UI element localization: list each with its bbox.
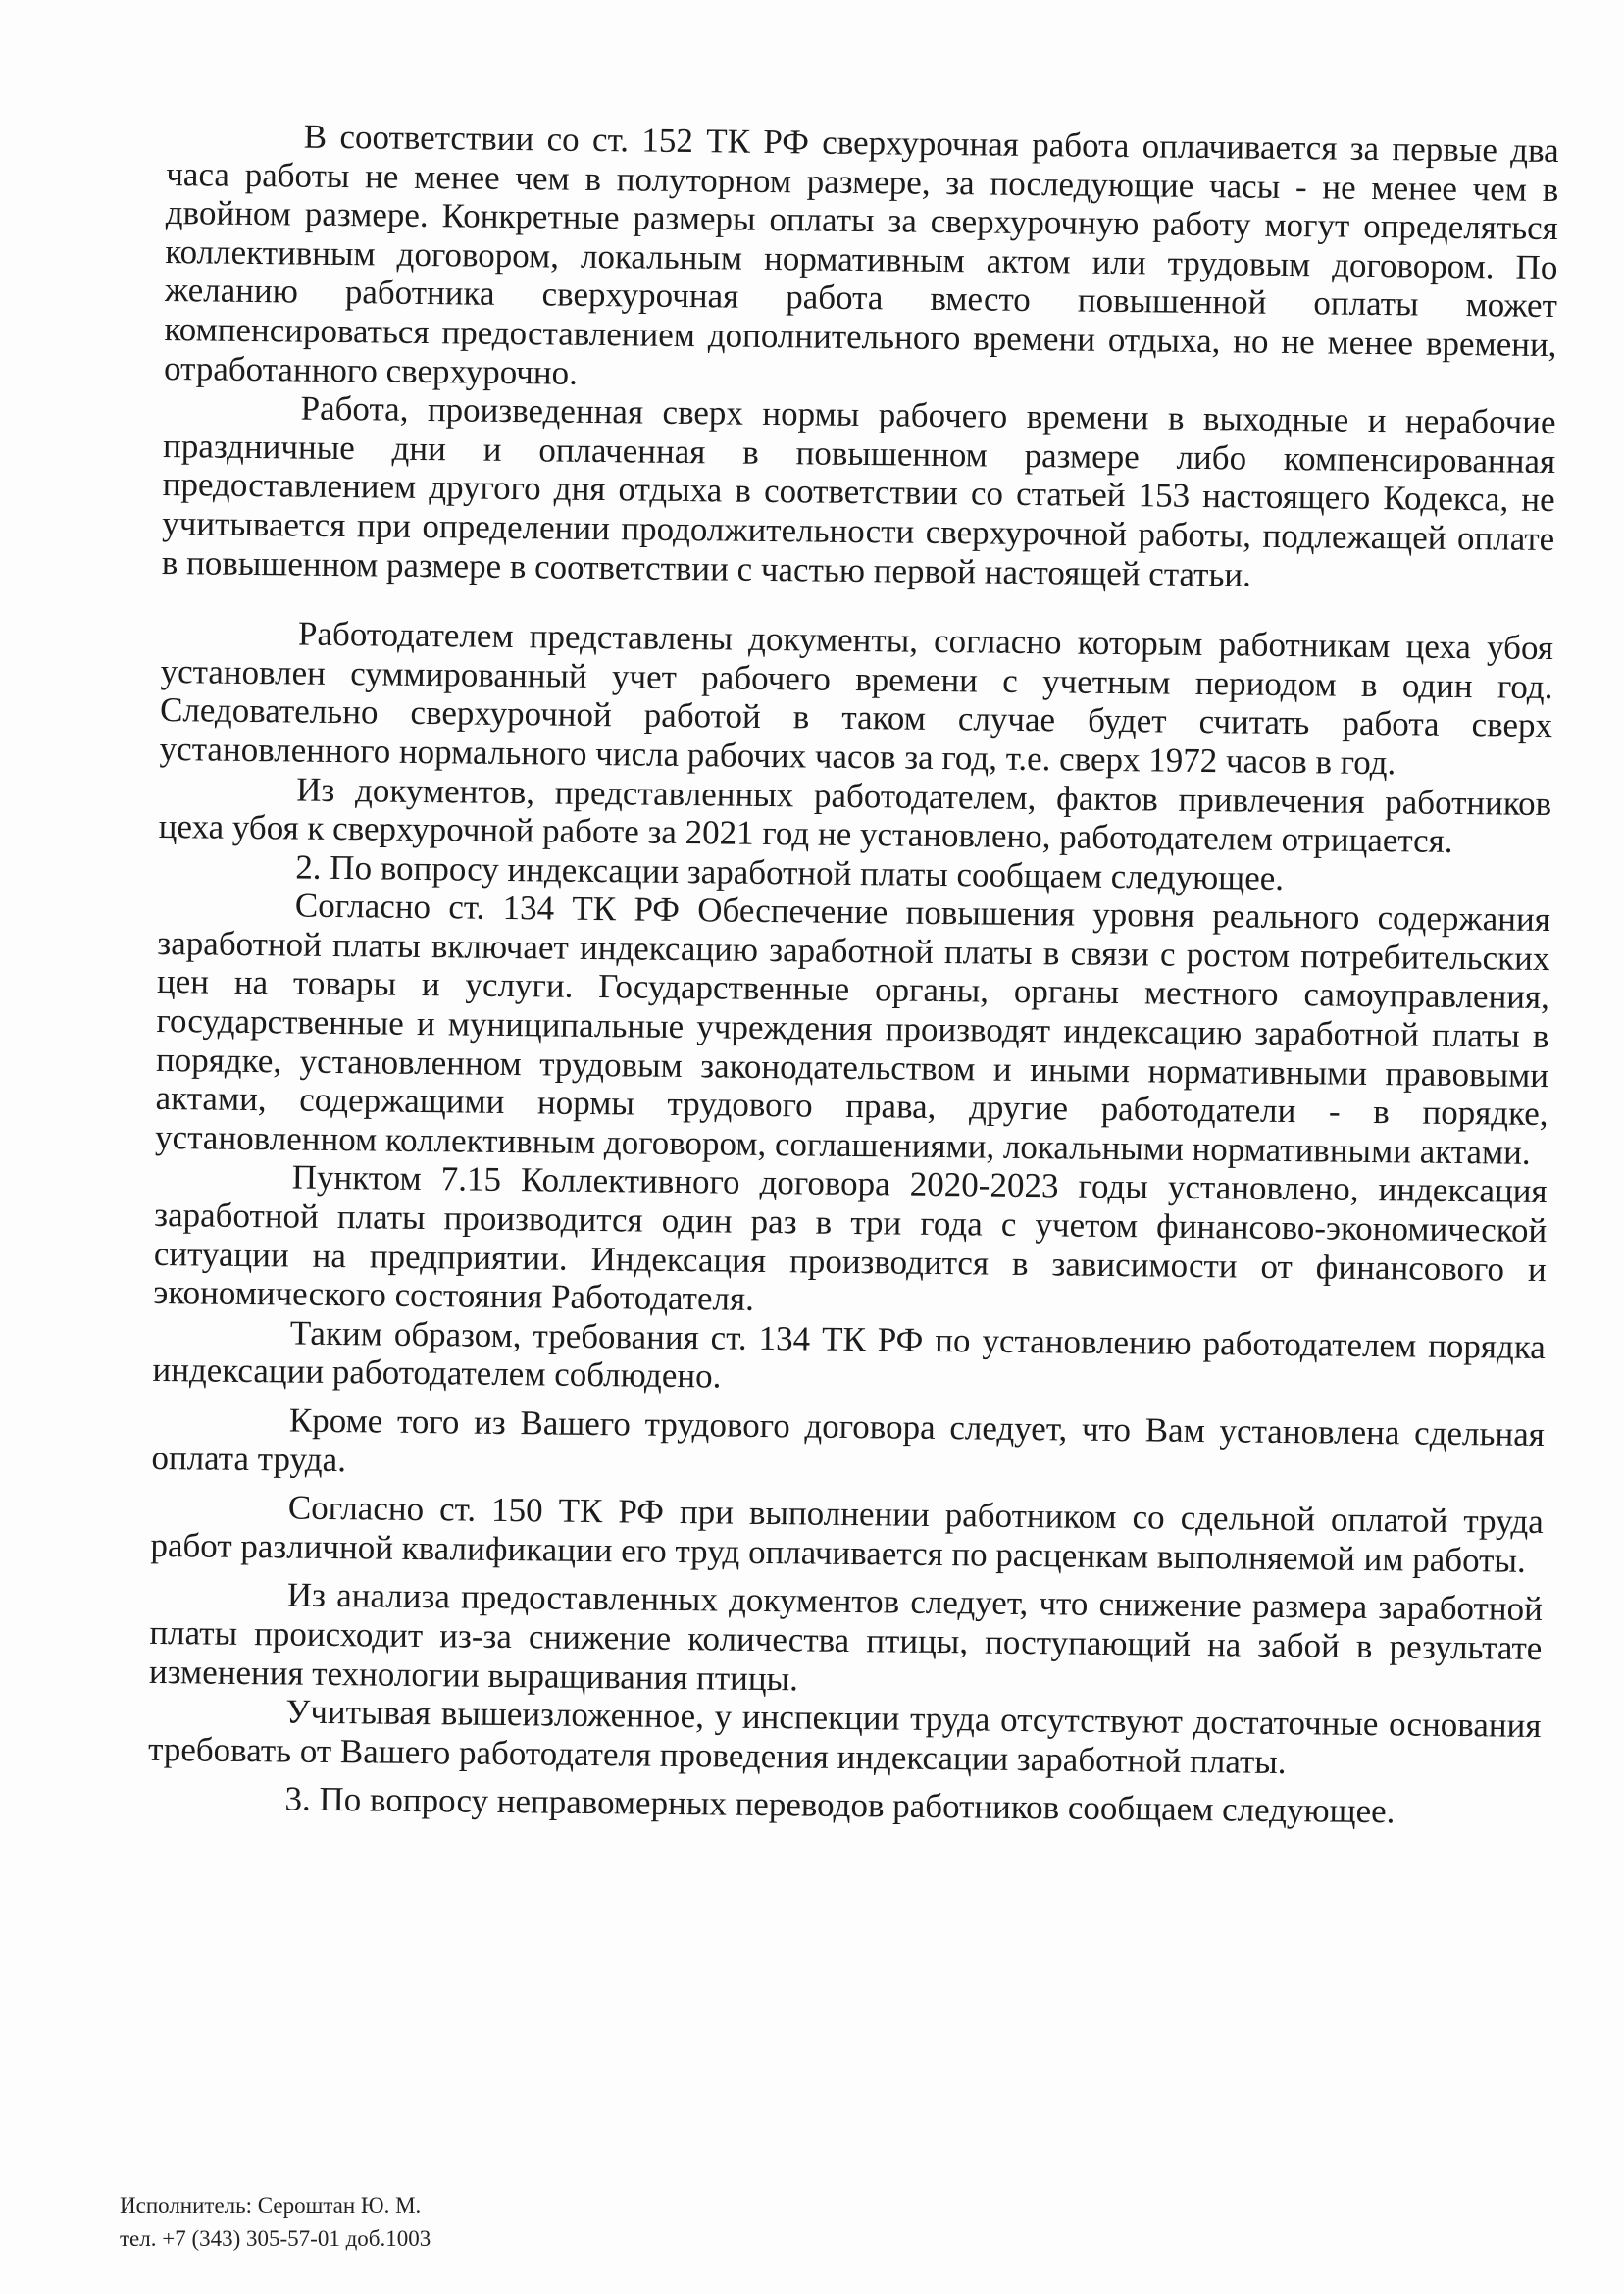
paragraph-transfers-heading: 3. По вопросу неправомерных переводов работников сообщаем следующее. xyxy=(284,1779,1396,1831)
paragraph-overtime-pay: В соответствии со ст. 152 ТК РФ сверхурочная работа оплачивается за первые два часа работы не менее чем в полуторном размере, за последующие часы - не менее чем в двойном размере. Конкретные размеры оплаты за сверхурочную работу могут определяться коллективным договором, локальным нормативным актом или трудовым договором. По желанию работника сверхурочная работа вместо повышенной оплаты может компенсироваться предоставлением дополнительного времени отдыха, но не менее времени, отработанного сверхурочно. xyxy=(163,117,1559,392)
paragraph-conclusion: Учитывая вышеизложенное, у инспекции труда отсутствуют достаточные основания требовать от Вашего работодателя проведения индексации заработной платы. xyxy=(147,1692,1542,1781)
paragraph-document-analysis: Из анализа предоставленных документов следует, что снижение размера заработной платы происходит из-за снижение количества птицы, поступающий на забой в результате изменения технологии выращивания птицы. xyxy=(148,1575,1544,1698)
letter-body xyxy=(147,116,1559,1833)
paragraph-requirements-met: Таким образом, требования ст. 134 ТК РФ по установлению работодателем порядка индексации работодателем соблюдено. xyxy=(152,1313,1547,1396)
paragraph-no-overtime-found: Из документов, представленных работодателем, фактов привлечения работников цеха убоя к сверхурочной работе за 2021 год не установлено, работодателем отрицается. xyxy=(158,770,1552,861)
paragraph-piecework-pay: Кроме того из Вашего трудового договора следует, что Вам установлена сдельная оплата труда. xyxy=(151,1401,1546,1479)
paragraph-indexation-heading: 2. По вопросу индексации заработной платы сообщаем следующее. xyxy=(295,847,1285,897)
paragraph-article-134: Согласно ст. 134 ТК РФ Обеспечение повышения уровня реального содержания заработной платы включает индексацию заработной платы в связи с ростом потребительских цен на товары и услуги. Государственные органы, органы местного самоуправления, государственные и муниципальные учреждения производят индексацию заработной платы в порядке, установленном трудовым законодательством и иными нормативными правовыми актами, содержащими нормы трудового права, другие работодатели - в порядке, установленном коллективным договором, соглашениями, локальными нормативными актами. xyxy=(154,886,1551,1172)
paragraph-collective-agreement: Пунктом 7.15 Коллективного договора 2020-2023 годы установлено, индексация заработной платы производится один раз в три года с учетом финансово-экономической ситуации на предприятии. Индексация производится в зависимости от финансового и экономического состояния Работодателя. xyxy=(153,1157,1548,1319)
executor-phone: тел. +7 (343) 305-57-01 доб.1003 xyxy=(120,2226,431,2251)
paragraph-article-150: Согласно ст. 150 ТК РФ при выполнении работником со сдельной оплатой труда работ различной квалификации его труд оплачивается по расценкам выполняемой им работы. xyxy=(150,1488,1545,1580)
executor-name: Исполнитель: Сероштан Ю. М. xyxy=(120,2193,422,2218)
executor-block xyxy=(120,2189,431,2256)
paragraph-summarized-accounting: Работодателем представлены документы, согласно которым работникам цеха убоя установлен суммированный учет рабочего времени с учетным периодом в один год. Следовательно сверхурочной работой в таком случае будет считать работа сверх установленного нормального числа рабочих часов за год, т.е. сверх 1972 часов в год. xyxy=(159,614,1554,783)
paragraph-weekend-work: Работа, произведенная сверх нормы рабочего времени в выходные и нерабочие праздничные дни и оплаченная в повышенном размере либо компенсированная предоставлением другого дня отдыха в соответствии со статьей 153 настоящего Кодекса, не учитывается при определении продолжительности сверхурочной работы, подлежащей оплате в повышенном размере в соответствии с частью первой настоящей статьи. xyxy=(161,388,1556,594)
